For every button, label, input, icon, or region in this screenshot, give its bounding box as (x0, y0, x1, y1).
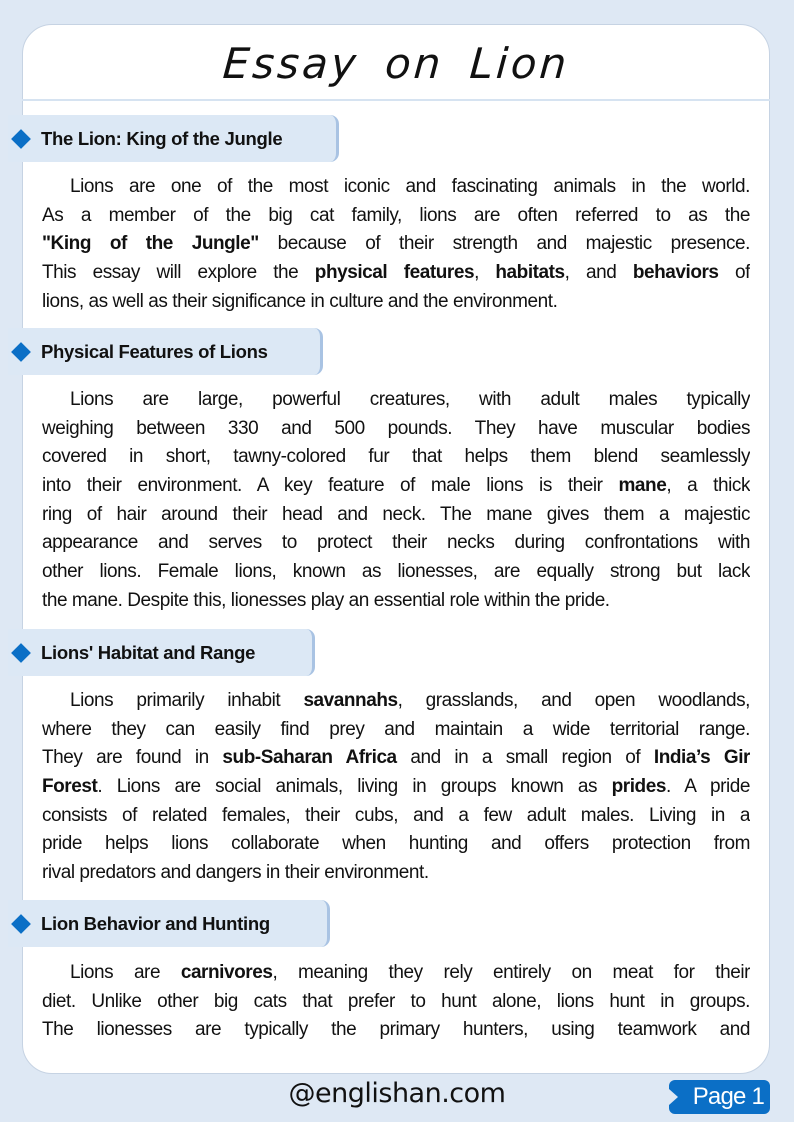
section-paragraph (42, 386, 750, 616)
page-number-label: Page 1 (692, 1083, 764, 1110)
arrow-notch-icon (669, 1089, 678, 1105)
text: . A pride (665, 776, 750, 798)
text: because of their strength and majestic presence. (258, 233, 750, 255)
paragraph-line (42, 386, 750, 415)
bold-text: habitats (495, 262, 565, 284)
bold-text: carnivores (180, 962, 273, 983)
page-title: Essay on Lion (221, 38, 571, 88)
section-heading-habitat-range (8, 629, 315, 676)
diamond-icon (11, 342, 31, 362)
bold-text: mane (618, 475, 667, 497)
text: ring of hair around their head and neck. The mane gives them a majestic (42, 503, 750, 525)
section-heading-physical-features (8, 328, 323, 375)
text: appearance and serves to protect their necks during confrontations with (42, 532, 750, 554)
section-heading-label: Lion Behavior and Hunting (41, 912, 270, 934)
paragraph-line (42, 687, 750, 716)
paragraph-line (42, 501, 750, 530)
text: , and (564, 262, 633, 284)
paragraph-line (42, 288, 750, 317)
footer-website-link[interactable]: @englishan.com (288, 1078, 506, 1109)
text: covered in short, tawny-colored fur that helps them blend seamlessly (42, 446, 750, 468)
text: This essay will explore the (42, 262, 315, 284)
text: , grasslands, and open woodlands, (397, 690, 750, 711)
text: . Lions are social animals, living in groups known as (97, 776, 612, 798)
title-divider (22, 99, 770, 101)
paragraph-line (42, 259, 750, 288)
diamond-icon (11, 643, 31, 663)
diamond-icon (11, 129, 31, 149)
section-heading-behavior-hunting (8, 900, 330, 947)
paragraph-line (42, 959, 750, 988)
section-heading-king-of-jungle (8, 115, 339, 162)
text: the mane. Despite this, lionesses play an essential role within the pride. (42, 589, 610, 611)
text: As a member of the big cat family, lions are often referred to as the (42, 204, 750, 226)
paragraph-line (42, 472, 750, 501)
paragraph-line (42, 744, 750, 773)
text: , (474, 262, 496, 284)
paragraph-line (42, 173, 750, 202)
text: diet. Unlike other big cats that prefer to hunt alone, lions hunt in groups. (42, 990, 750, 1012)
text: Lions are (70, 962, 181, 983)
paragraph-line (42, 587, 750, 616)
bold-text: prides (611, 776, 666, 798)
section-heading-label: Physical Features of Lions (41, 340, 268, 362)
paragraph-line (42, 230, 750, 259)
paragraph-line (42, 443, 750, 472)
paragraph-line (42, 802, 750, 831)
paragraph-line (42, 415, 750, 444)
bold-text: India’s Gir (653, 747, 750, 769)
text: consists of related females, their cubs, and a few adult males. Living in a (42, 804, 750, 826)
paragraph-line (42, 1016, 750, 1045)
diamond-icon (11, 914, 31, 934)
paragraph-line (42, 529, 750, 558)
section-paragraph (42, 687, 750, 888)
paragraph-line (42, 716, 750, 745)
text: Lions are large, powerful creatures, with adult males typically (70, 389, 750, 410)
text: other lions. Female lions, known as lionesses, are equally strong but lack (42, 561, 750, 583)
bold-text: Forest (42, 776, 98, 798)
bold-text: sub-Saharan Africa (222, 747, 397, 769)
text: where they can easily find prey and maintain a wide territorial range. (42, 718, 750, 740)
section-heading-label: Lions' Habitat and Range (41, 641, 256, 663)
text: into their environment. A key feature of male lions is their (42, 475, 619, 497)
text: They are found in (42, 747, 223, 769)
bold-text: "King of the Jungle" (42, 233, 259, 255)
page-number-badge (669, 1080, 770, 1114)
text: weighing between 330 and 500 pounds. They have muscular bodies (42, 417, 750, 439)
text: Lions primarily inhabit (70, 690, 304, 711)
bold-text: behaviors (632, 262, 719, 284)
paragraph-line (42, 558, 750, 587)
paragraph-line (42, 773, 750, 802)
text: , meaning they rely entirely on meat for their (272, 962, 750, 983)
section-paragraph (42, 959, 750, 1045)
text: lions, as well as their significance in culture and the environment. (42, 290, 558, 312)
text: The lionesses are typically the primary hunters, using teamwork and (42, 1019, 750, 1041)
text: of (718, 262, 750, 284)
text: Lions are one of the most iconic and fascinating animals in the world. (70, 176, 750, 197)
text: pride helps lions collaborate when hunting and offers protection from (42, 833, 750, 855)
text: rival predators and dangers in their environment. (42, 862, 429, 884)
paragraph-line (42, 988, 750, 1017)
bold-text: savannahs (303, 690, 398, 711)
title-area (22, 24, 770, 100)
text: and in a small region of (396, 747, 654, 769)
text: , a thick (666, 475, 750, 497)
paragraph-line (42, 202, 750, 231)
paragraph-line (42, 830, 750, 859)
section-paragraph (42, 173, 750, 316)
paragraph-line (42, 859, 750, 888)
bold-text: physical features (314, 262, 475, 284)
section-heading-label: The Lion: King of the Jungle (41, 127, 283, 149)
